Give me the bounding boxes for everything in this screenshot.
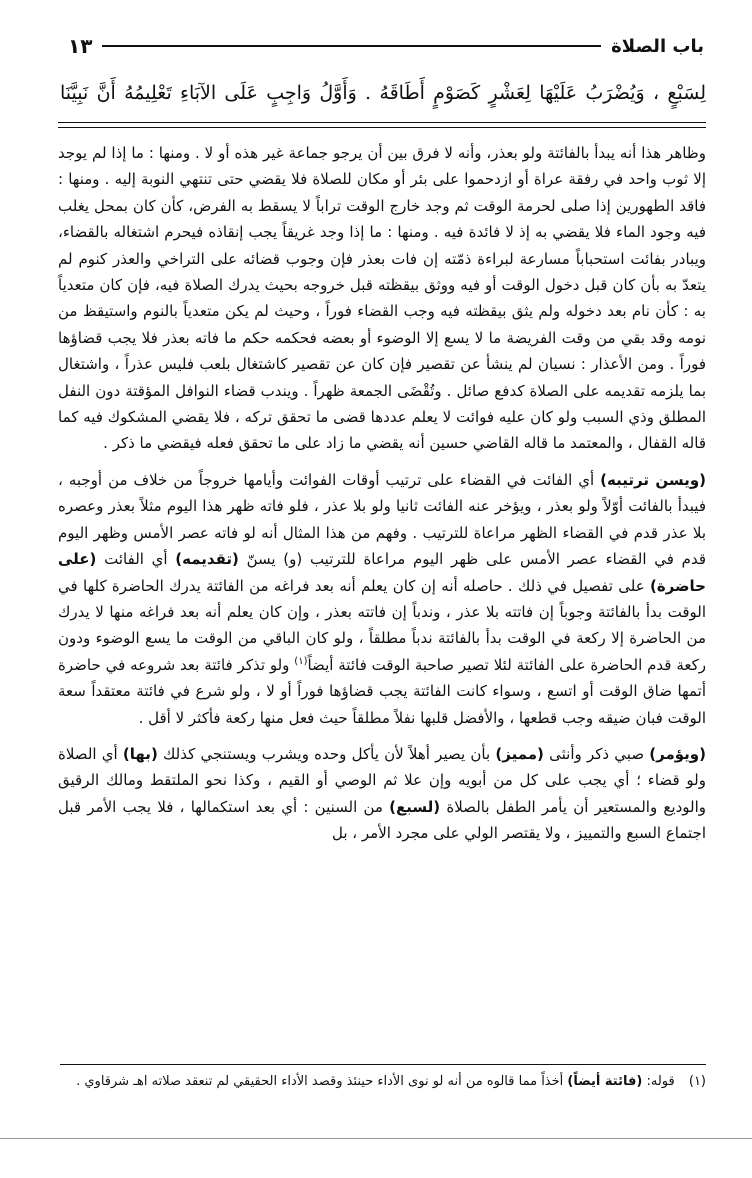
- footnote: [60, 1070, 706, 1094]
- commentary-text: صبي ذكر وأنثى: [543, 744, 650, 763]
- footnote-intro: قوله:: [646, 1074, 675, 1089]
- footnote-text: أخذاً مما قالوه من أنه لو نوى الأداء حينئذ وقصد الأداء الحقيقي لم تنعقد صلاته اهـ شرقاوي .: [76, 1074, 564, 1089]
- page-number: ١٣: [68, 34, 93, 58]
- matn-lemma: (بها): [122, 744, 158, 763]
- commentary-text: على تفصيل في ذلك . حاصله أنه إن كان يعلم أنه بعد فراغه من الفائتة يدرك الحاضرة كلها في الوقت بدأ بالفائتة وجوباً إن فاتته بلا عذر ، وندباً إن فاتته بعذر ، وإن كان يعلم أنه بعد فراغه منها لا يدرك من الحاضرة إلا ركعة في الوقت بدأ بالفائتة ندباً مطلقاً ، ولو كان الباقي من الوقت ما يسع الوضوء ودون ركعة قدم الحاضرة على الفائتة لئلا تصير صاحبة الوقت فائتة أيضاً: [58, 576, 706, 674]
- footnote-lemma: (فائتة أيضاً): [567, 1074, 643, 1089]
- footnote-reference: (١): [294, 655, 308, 667]
- paragraph: [58, 140, 706, 457]
- commentary-text: أي الفائت: [96, 550, 176, 569]
- footnote-rule: [60, 1064, 706, 1065]
- page-header: [68, 32, 704, 60]
- commentary-text: ولو تذكر فائتة بعد شروعه في حاضرة أتمها ضاق الوقت أو اتسع ، وسواء كانت الفائتة يجب قضاؤها فوراً أو لا ، ولو شرع في فائتة معتقداً سعة الوقت فبان ضيقه وجب قطعها ، والأفضل قلبها نفلاً مطلقاً حيث فعل منها ركعة فأكثر لا أقل .: [58, 655, 706, 727]
- commentary-text: من السنين : أي بعد استكمالها ، فلا يجب الأمر قبل اجتماع السبع والتمييز ، ولا يقتصر الولي على مجرد الأمر ، بل: [58, 797, 706, 843]
- commentary-text: أي الصلاة ولو قضاء ؛ أي يجب على كل من أبويه وإن علا ثم الوصي أو القيم ، وكذا نحو الملتقط ومالك الرقيق والوديع والمستعير أن يأمر الطفل بالصلاة: [58, 744, 706, 816]
- matn-lemma: (ويسن ترتيبه): [600, 470, 706, 489]
- commentary-text: بأن يصير أهلاً لأن يأكل وحده ويشرب ويستنجي كذلك: [157, 744, 496, 763]
- commentary-text: وظاهر هذا أنه يبدأ بالفائتة ولو بعذر، وأنه لا فرق بين أن يرجو جماعة غير هذه أو لا . ومنها : ما إذا لم يوجد إلا ثوب واحد في رفقة عراة أو ازدحموا على بئر أو مكان للصلاة فلا يقضي حتى تنتهي النوبة إليه . ومنها : فاقد الطهورين إذا صلى لحرمة الوقت ثم وجد خارج الوقت تراباً لا يسقط به الفرض، كأن كان بمحل يغلب فيه وجود الماء فلا يقضي به إذ لا فائدة فيه . ومنها : ما إذا وجد غريقاً يجب إنقاذه فيحرم اشتغاله بالقضاء، ويبادر بفائت استحباباً مسارعة لبراءة ذمّته إن فات بعذر فإن وجوب قضائه على التراخي والعذر كنوم لم يتعدّ به بأن كان قبل دخول الوقت أو فيه ووثق بيقظته قبل خروجه بحيث يدرك الصلاة فيه، فإن كان متعدياً به : كأن نام بعد دخوله ولم يثق بيقظته فيه وجب القضاء فوراً ، وحيث لم يكن متعدياً بالنوم واستيقظ من نومه وقد بقي من وقت الفريضة ما لا يسع إلا الوضوء أو بعضه فحكمه حكم ما فاته بعذر فلا يجب قضاؤها فوراً . ومن الأعذار : نسيان لم ينشأ عن تقصير فإن كان عن تقصير كاشتغال بلعب فليس عذراً ، واشتغال بما يلزمه تقديمه على الصلاة كدفع صائل . وتُقْضَى الجمعة ظهراً . ويندب قضاء النوافل المؤقتة دون النفل المطلق وذي السبب ولو كان عليه فوائت لا يعلم عددها قضى ما تحقق تركه ، فلا يقضي المشكوك فيه كما قاله القفال ، والمعتمد ما قاله القاضي حسين أنه يقضي ما زاد على ما تحقق فعله فيقضي ما ذكر .: [58, 144, 706, 453]
- matn-line: لِسَبْعٍ ، وَيُضْرَبُ عَلَيْهَا لِعَشْرٍ كَصَوْمٍ أَطَاقَهُ . وَأَوَّلُ وَاجِبٍ عَلَى الآبَاءِ تَعْلِيمُهُ أَنَّ نَبِيَّنَا: [60, 82, 706, 104]
- paragraph: [58, 467, 706, 731]
- commentary-body: [58, 140, 706, 847]
- commentary-text: أي الفائت في القضاء على ترتيب أوقات الفوائت وأيامها خروجاً من خلاف من أوجبه ، فيبدأ بالفائت أوّلاً ولو بعذر ، ويؤخر عنه الفائت ثانيا ولو بلا عذر ، فلو فاته ظهر هذا اليوم مثلاً بعذر وعصره بلا عذر قدم في القضاء الظهر مراعاة للترتيب . وفهم من هذا المثال أنه لو فاته عصر الأمس وظهر اليوم قدم في القضاء عصر الأمس على ظهر اليوم مراعاة للترتيب (و) يسنّ: [58, 470, 706, 569]
- matn-lemma: (على حاضرة): [58, 550, 706, 595]
- footnote-number: (١): [688, 1074, 706, 1089]
- page-bottom-rule: [0, 1138, 752, 1139]
- running-head: باب الصلاة: [611, 35, 704, 57]
- header-rule: [102, 45, 601, 47]
- paragraph: [58, 741, 706, 847]
- matn-lemma: (ويؤمر): [649, 744, 706, 763]
- matn-lemma: (تقديمه): [175, 550, 239, 569]
- matn-lemma: (لسبع): [389, 797, 441, 816]
- matn-lemma: (مميز): [495, 744, 544, 763]
- matn-separator-rule: [58, 122, 706, 128]
